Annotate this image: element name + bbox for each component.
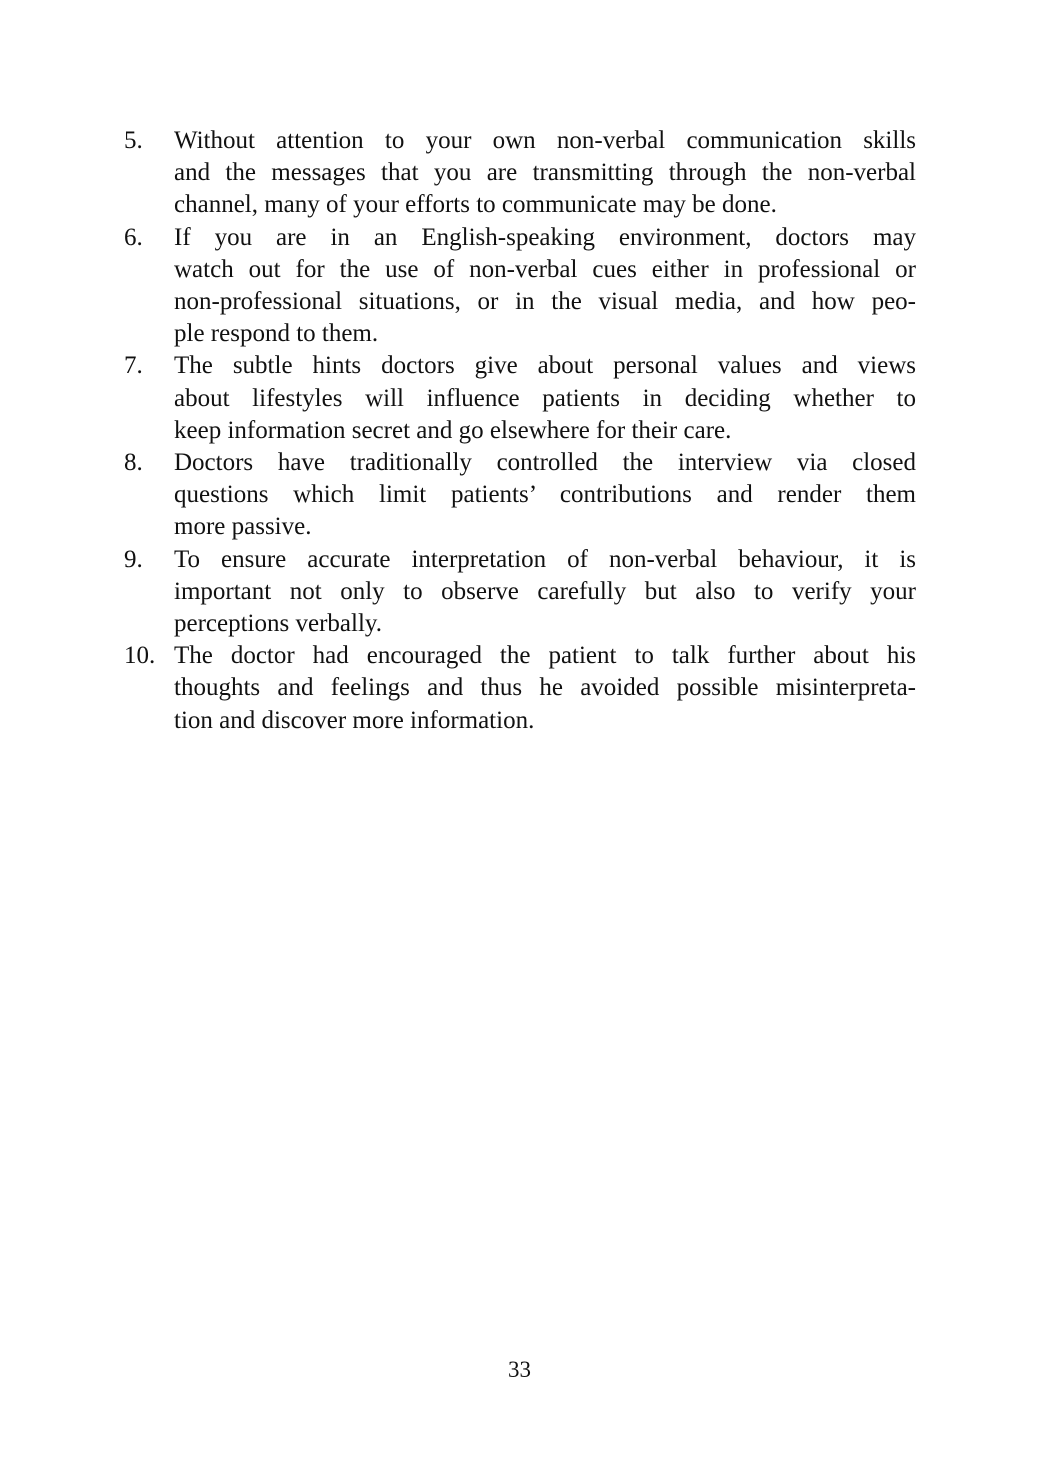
text-line: keep information secret and go elsewhere for their care.: [174, 416, 732, 444]
list-item-10: [124, 640, 916, 737]
page-number: 33: [508, 1357, 531, 1382]
item-text: [174, 640, 916, 737]
text-line: channel, many of your efforts to communicate may be done.: [174, 191, 777, 219]
text-line: more passive.: [174, 513, 312, 541]
list-item-6: [124, 222, 916, 351]
text-line: The doctor had encouraged the patient to talk further about his: [174, 642, 916, 670]
text-line: Without attention to your own non-verbal communication skills: [174, 127, 916, 154]
item-text: [174, 447, 916, 544]
item-number: 7.: [124, 352, 143, 380]
list-item-5: [124, 125, 916, 222]
item-number: 6.: [124, 223, 143, 251]
text-line: ple respond to them.: [174, 320, 379, 348]
text-line: thoughts and feelings and thus he avoided possible misinterpreta-: [174, 674, 916, 702]
text-line: perceptions verbally.: [174, 610, 383, 638]
item-number: 9.: [124, 545, 143, 573]
item-number: 8.: [124, 449, 143, 477]
text-line: non-professional situations, or in the visual media, and how peo-: [174, 288, 916, 316]
list-item-9: [124, 544, 916, 641]
text-line: and the messages that you are transmitting through the non-verbal: [174, 159, 916, 187]
text-line: To ensure accurate interpretation of non-verbal behaviour, it is: [174, 545, 916, 573]
item-text: [174, 544, 916, 641]
text-line: If you are in an English-speaking environment, doctors may: [174, 223, 916, 251]
item-text: [174, 125, 916, 222]
item-number: 10.: [124, 642, 156, 670]
text-line: tion and discover more information.: [174, 706, 535, 734]
numbered-list: [124, 125, 916, 737]
item-number: 5.: [124, 127, 143, 154]
list-item-8: [124, 447, 916, 544]
list-item-7: [124, 350, 916, 447]
text-line: Doctors have traditionally controlled the interview via closed: [174, 449, 916, 477]
text-line: about lifestyles will influence patients in deciding whether to: [174, 384, 916, 412]
item-text: [174, 222, 916, 351]
item-text: [174, 350, 916, 447]
text-line: questions which limit patients’ contributions and render them: [174, 481, 916, 509]
text-line: important not only to observe carefully but also to verify your: [174, 577, 916, 605]
text-line: The subtle hints doctors give about personal values and views: [174, 352, 916, 380]
text-line: watch out for the use of non-verbal cues either in professional or: [174, 255, 916, 283]
